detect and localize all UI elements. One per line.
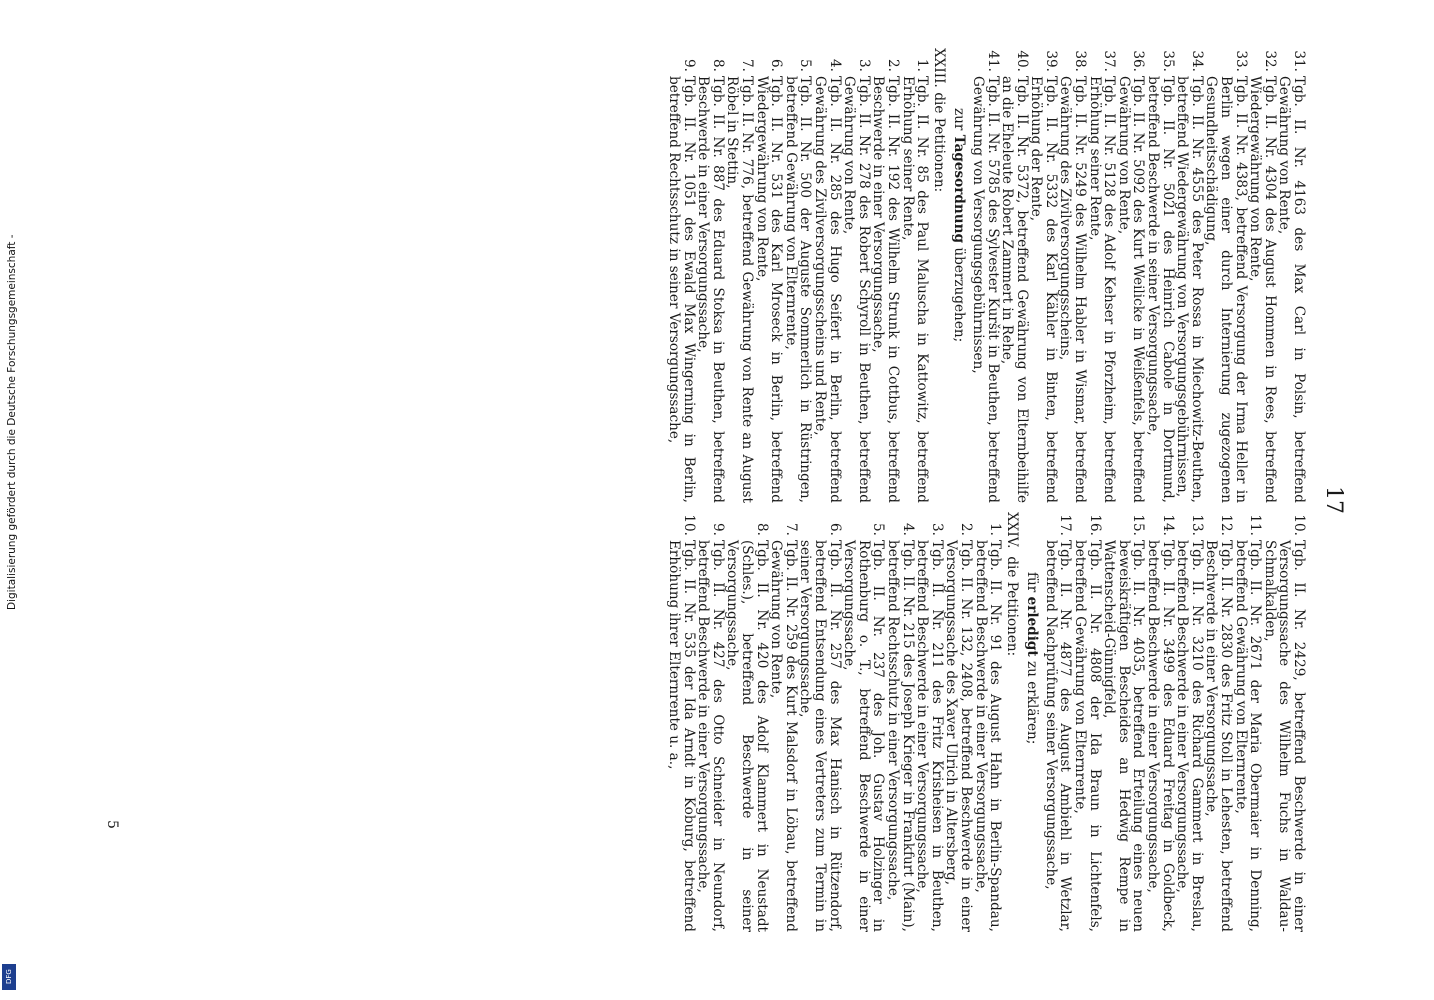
section-text: die Petitionen: [1003, 556, 1020, 657]
petition-item [1073, 512, 1102, 932]
petition-item [1277, 48, 1306, 503]
item-number: 7. [739, 59, 756, 72]
petition-item [666, 512, 695, 932]
section-roman: XXIV. [1003, 512, 1020, 549]
resolution-prefix: zur [951, 108, 968, 135]
item-text: Tgb. II. Nr. 1051 des Ewald Max Wingerning in Berlin, betreffend Rechtsschutz in seiner Versorgungssache, [666, 76, 697, 503]
item-text: Tgb. II. Nr. 257 des Max Hanisch in Rützendorf, betreffend Entsendung eines Vertreters zum Termin in seiner Versorgungssache, [797, 540, 843, 932]
item-number: 3. [928, 523, 945, 536]
item-text: Tgb. II. Nr. 427 des Otto Schneider in Neundorf, betreffend Beschwerde in einer Versorgungssache, [695, 540, 726, 932]
item-text: Tgb. II. Nr. 278 des Robert Schyroll in Beuthen, betreffend Gewährung von Rente, [841, 76, 872, 503]
item-number: 16. [1086, 514, 1103, 536]
item-number: 37. [1101, 50, 1118, 72]
item-text: Tgb. II. Nr. 4555 des Peter Rossa in Miechowitz-Beuthen, betreffend Wiedergewährung von Versorgungsgebührnissen, [1174, 76, 1205, 503]
item-number: 4. [899, 523, 916, 536]
resolution-suffix: überzugehen; [951, 243, 968, 343]
item-text: Tgb. II. Nr. 4035, betreffend Erteilung eines neuen beweiskräftigen Bescheides an Hedwig Rempe in Wattenscheid-Günnigfeld, [1101, 540, 1147, 932]
section-text: die Petitionen: [930, 92, 947, 193]
item-text: Tgb. II. Nr. 4304 des August Hommen in Rees, betreffend Wiedergewährung von Rente, [1247, 76, 1278, 503]
petition-item [842, 512, 886, 932]
item-text: Tgb. II. Nr. 5785 des Sylvester Kuršit in Beuthen, betreffend Gewährung von Versorgungsgebührnissen, [969, 76, 1001, 503]
page-number: 17 [1321, 486, 1346, 514]
petition-item [725, 48, 754, 503]
petition-item [1043, 512, 1072, 932]
item-number: 41. [984, 50, 1001, 72]
item-number: 9. [709, 523, 726, 536]
item-text: Tgb. II. Nr. 887 des Eduard Stoksa in Beuthen, betreffend Beschwerde in einer Versorgungssache, [695, 76, 726, 503]
footer-number: 5 [104, 820, 120, 829]
item-number: 32. [1261, 50, 1278, 72]
item-text: Tgb. II. Nr. 531 des Karl Mroseck in Berlin, betreffend Wiedergewährung von Rente, [753, 76, 785, 503]
item-text: Tgb. II. Nr. 192 des Wilhelm Strunk in Cottbus, betreffend Beschwerde in einer Versorgungssache, [870, 76, 901, 503]
item-number: 1. [914, 59, 931, 72]
petition-item [1262, 512, 1306, 932]
item-text: Tgb. II. Nr. 215 des Joseph Krieger in Frankfurt (Main), betreffend Rechtsschutz in einer Versorgungssache, [884, 540, 916, 932]
item-number: 4. [826, 59, 843, 72]
item-text: Tgb. II. Nr. 5332 des Karl Kähler in Binten, betreffend Erhöhung der Rente, [1028, 76, 1059, 503]
item-text: Tgb. II. Nr. 5092 des Kurt Weilicke in Weißenfels, betreffend Gewährung von Rente, [1115, 76, 1147, 503]
item-number: 2. [957, 523, 974, 536]
item-text: Tgb. II. Nr. 500 der Auguste Sommerlich in Rüstringen, betreffend Gewährung von Elternrente, [782, 76, 814, 503]
item-number: 40. [1013, 50, 1030, 72]
item-text: Tgb. II. Nr. 91 des August Hahn in Berlin-Spandau, betreffend Beschwerde in einer Versorgungssache, [972, 540, 1004, 932]
item-text: Tgb. II. Nr. 259 des Kurt Malsdorf in Löbau, betreffend Gewährung von Rente, [768, 540, 799, 932]
petition-item [970, 48, 999, 503]
petition-item [1029, 48, 1058, 503]
resolution-suffix: zu erklären; [1024, 656, 1041, 745]
section-heading-xxiv [1004, 512, 1019, 932]
item-text: Tgb. II. Nr. 535 der Ida Arndt in Koburg, betreffend Erhöhung ihrer Elternrente u. a., [666, 540, 697, 932]
item-number: 17. [1057, 514, 1074, 536]
item-text: Tgb. II. Nr. 4808 der Ida Braun in Lichtenfels, betreffend Gewährung von Elternrente, [1072, 540, 1103, 932]
section-heading-xxiii [931, 48, 946, 503]
item-text: Tgb. II. Nr. 2429, betreffend Beschwerde in einer Versorgungssache des Wilhelm Fuchs in Waldau-Schmalkalden, [1261, 540, 1307, 932]
petition-item [973, 512, 1002, 932]
petition-item [1145, 48, 1174, 503]
petition-item [725, 512, 769, 932]
petition-list-left [970, 48, 1306, 503]
resolution-line-right [1025, 512, 1040, 932]
item-number: 10. [680, 514, 697, 536]
item-number: 6. [768, 59, 785, 72]
item-number: 12. [1218, 514, 1235, 536]
item-text: Tgb. II. Nr. 5249 des Wilhelm Habler in Wismar, betreffend Gewährung des Zivilversorgungsscheins, [1057, 76, 1089, 503]
item-text: Tgb. II. Nr. 3499 des Eduard Freitag in Goldbeck, betreffend Beschwerde in einer Versorgungssache, [1145, 540, 1176, 932]
item-number: 8. [753, 523, 770, 536]
resolution-keyword: Tagesordnung [951, 134, 968, 244]
item-number: 7. [782, 523, 799, 536]
item-text: Tgb. II. Nr. 4383, betreffend Versorgung der Irma Heller in Berlin wegen einer durch Internierung zugezogenen Gesundheitsschädigung, [1203, 76, 1249, 503]
item-number: 35. [1159, 50, 1176, 72]
item-number: 2. [884, 59, 901, 72]
resolution-line-left [952, 48, 967, 503]
item-text: Tgb. II. Nr. 3210 des Richard Gammert in Breslau, betreffend Beschwerde in einer Versorgungssache, [1174, 540, 1205, 932]
petition-item [666, 48, 695, 503]
item-text: Tgb. II. Nr. 5021 des Heinrich Cabole in Dortmund, betreffend Beschwerde in seiner Versorgungssache, [1145, 76, 1176, 503]
item-text: Tgb. II. Nr. 420 des Adolf Klammert in Neustadt (Schles.), betreffend Beschwerde in seiner Versorgungssache, [724, 540, 770, 932]
petition-item [1116, 48, 1145, 503]
resolution-keyword: erledigt [1024, 596, 1041, 657]
petition-item [915, 512, 944, 932]
item-text: Tgb. II. Nr. 776, betreffend Gewährung von Rente an August Röbel in Stettin, [724, 76, 756, 503]
petition-item [842, 48, 871, 503]
petition-item [900, 48, 929, 503]
petition-item [1175, 48, 1204, 503]
item-number: 6. [826, 523, 843, 536]
petition-item [783, 48, 812, 503]
item-text: Tgb. II. Nr. 4877 des August Ambiehl in Wetzlar, betreffend Nachprüfung seiner Versorgungssache, [1042, 540, 1074, 932]
petition-item [1248, 48, 1277, 503]
petition-item [1204, 512, 1233, 932]
petition-item [1087, 48, 1116, 503]
item-number: 14. [1159, 514, 1176, 536]
item-number: 9. [680, 59, 697, 72]
petition-item [1058, 48, 1087, 503]
item-number: 10. [1291, 514, 1307, 536]
petition-item [812, 48, 841, 503]
petition-item [1145, 512, 1174, 932]
petition-item [769, 512, 798, 932]
item-number: 8. [709, 59, 726, 72]
petition-item [885, 512, 914, 932]
item-text: Tgb. II. Nr. 5128 des Adolf Kehser in Pforzheim, betreffend Erhöhung seiner Rente, [1086, 76, 1118, 503]
digitization-credit: Digitalisierung gefördert durch die Deutsche Forschungsgemeinschaft - [6, 234, 18, 610]
item-number: 3. [855, 59, 872, 72]
item-text: Tgb. II. Nr. 4163 des Max Carl in Polsin, betreffend Gewährung von Rente, [1276, 76, 1307, 503]
item-number: 31. [1291, 50, 1307, 72]
petition-item [1233, 512, 1262, 932]
petition-item [1204, 48, 1248, 503]
item-number: 11. [1247, 514, 1264, 536]
item-number: 13. [1188, 514, 1205, 536]
petition-list-xxiv [666, 512, 1002, 932]
petition-item [1102, 512, 1146, 932]
item-text: Tgb. II. Nr. 2671 der Maria Obermaier in Denning, betreffend Gewährung von Elternrente, [1232, 540, 1264, 932]
petition-item [754, 48, 783, 503]
item-text: Tgb. II. Nr. 237 des Joh. Gustav Holzinger in Rothenburg o. T., betreffend Beschwerde in einer Versorgungssache, [841, 540, 887, 932]
item-number: 39. [1042, 50, 1059, 72]
item-number: 1. [987, 523, 1004, 536]
item-text: Tgb. II. Nr. 85 des Paul Maluscha in Kattowitz, betreffend Erhöhung seiner Rente, [899, 76, 931, 503]
item-number: 34. [1188, 50, 1205, 72]
left-column [666, 48, 1306, 503]
section-roman: XXIII. [930, 48, 947, 88]
petition-item [1175, 512, 1204, 932]
item-text: Tgb. II. Nr. 285 des Hugo Seifert in Berlin, betreffend Gewährung des Zivilversorgungsscheins und Rente, [812, 76, 843, 503]
petition-item [944, 512, 973, 932]
petition-item [871, 48, 900, 503]
item-text: Tgb. II. Nr. 2830 des Fritz Stoll in Lehesten, betreffend Beschwerde in einer Versorgungssache, [1203, 540, 1235, 932]
petition-item [696, 512, 725, 932]
petition-list-xxiii [666, 48, 929, 503]
item-text: Tgb. II. Nr. 5372, betreffend Gewährung von Elternbeihilfe an die Eheleute Robert Zammert in Rehe, [999, 76, 1030, 503]
item-number: 15. [1130, 514, 1147, 536]
petition-item [696, 48, 725, 503]
petition-list-right [1043, 512, 1306, 932]
item-text: Tgb. II. Nr. 132, 2408, betreffend Beschwerde in einer Versorgungssache des Xaver Ulrich in Altersberg, [943, 540, 974, 932]
item-text: Tgb. II. Nr. 211 des Fritz Krisheisen in Beuthen, betreffend Beschwerde in einer Versorgungssache, [914, 540, 945, 932]
item-number: 5. [797, 59, 814, 72]
item-number: 5. [870, 523, 887, 536]
resolution-prefix: für [1024, 572, 1041, 597]
dfg-logo-icon: DFG [2, 964, 16, 990]
item-number: 36. [1130, 50, 1147, 72]
petition-item [1000, 48, 1029, 503]
petition-item [798, 512, 842, 932]
item-number: 33. [1232, 50, 1249, 72]
right-column [666, 512, 1306, 932]
item-number: 38. [1072, 50, 1089, 72]
